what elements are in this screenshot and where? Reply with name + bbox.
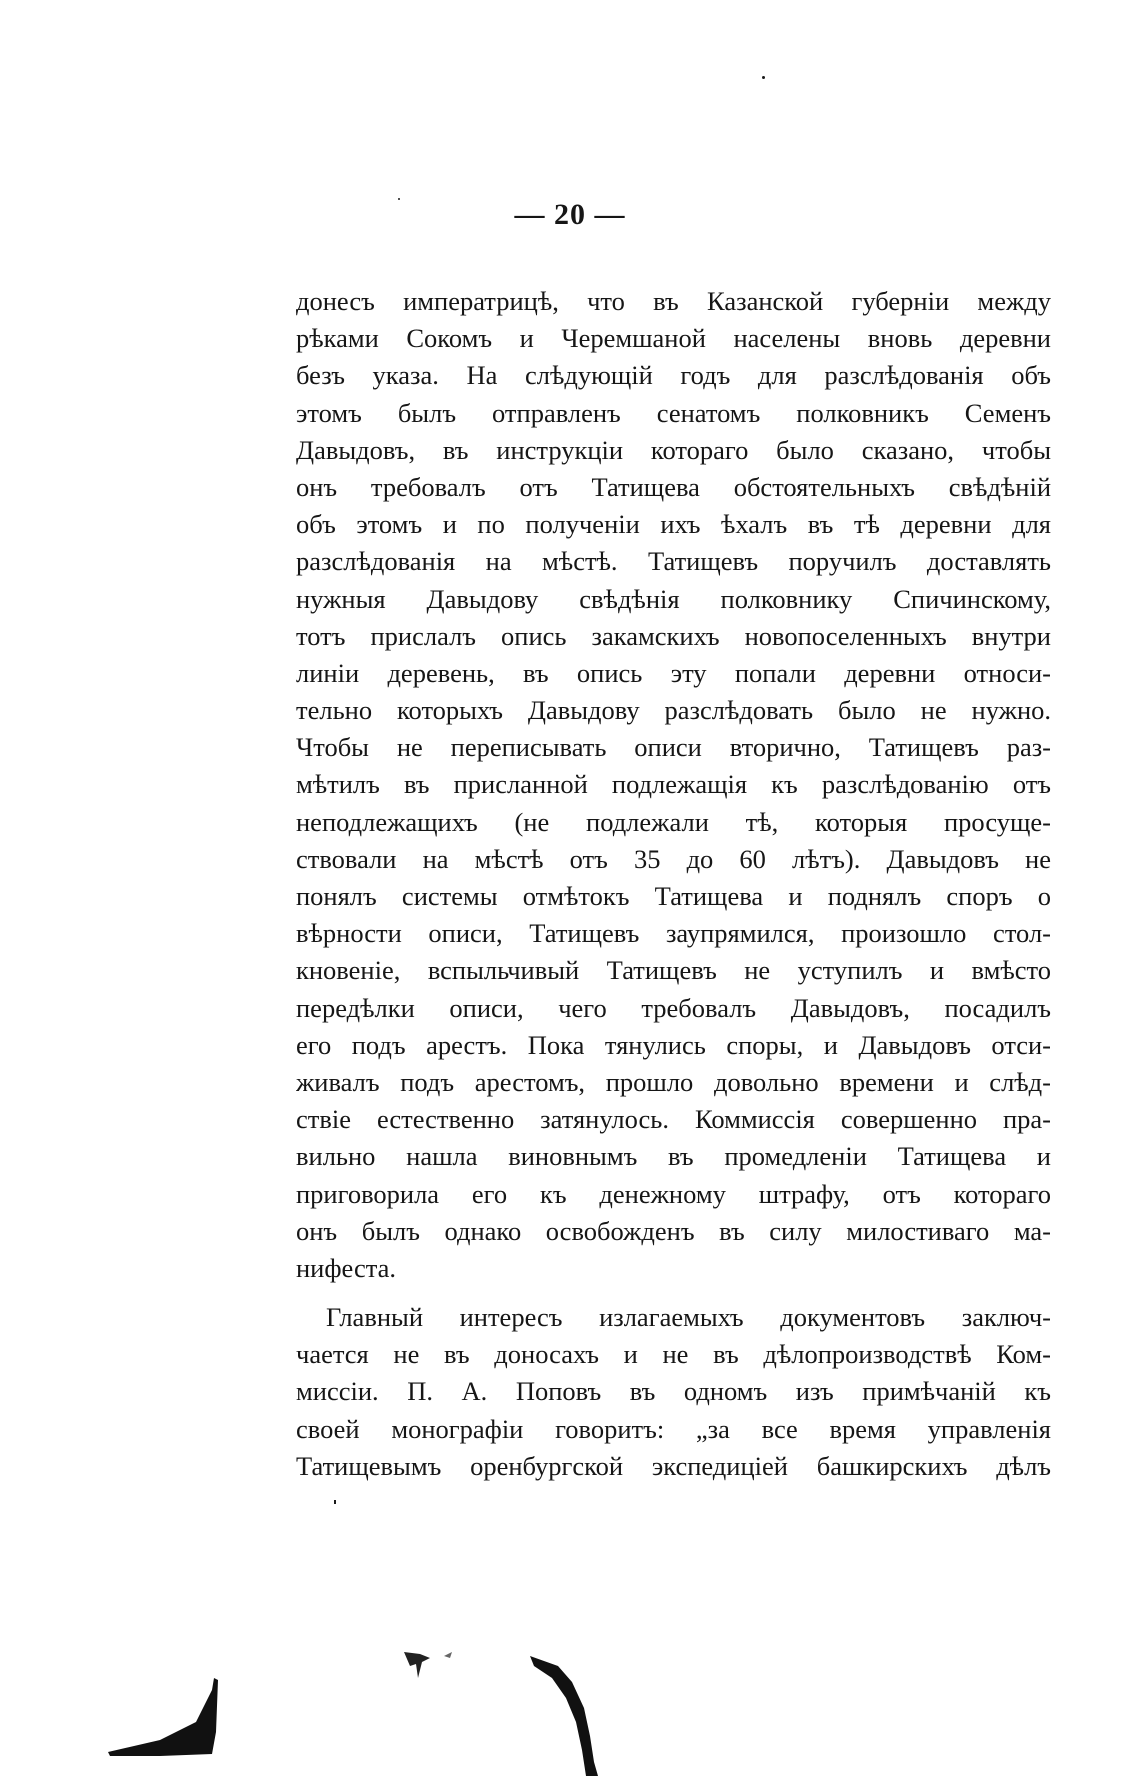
scan-artifact-center (400, 1648, 460, 1688)
text-line: вильно нашла виновнымъ въ промедленіи Татищева и (296, 1141, 1051, 1172)
text-line: понялъ системы отмѣтокъ Татищева и поднялъ споръ о (296, 881, 1051, 911)
text-line: донесъ императрицѣ, что въ Казанской губерніи между (296, 286, 1051, 316)
scan-speck (762, 76, 765, 79)
text-line: Татищевымъ оренбургской экспедиціей башкирскихъ дѣлъ (296, 1450, 1051, 1481)
text-line: безъ указа. На слѣдующій годъ для разслѣдованія объ (296, 360, 1051, 391)
text-line: неподлежащихъ (не подлежали тѣ, которыя просуще- (296, 806, 1051, 837)
text-line: своей монографіи говоритъ: „за все время управленія (296, 1413, 1051, 1444)
text-line: Чтобы не переписывать описи вторично, Татищевъ раз- (296, 732, 1051, 763)
text-line: этомъ былъ отправленъ сенатомъ полковникъ Семенъ (296, 397, 1051, 428)
paragraph-gap (296, 1287, 1051, 1299)
text-line: линіи деревень, въ опись эту попали деревни относи- (296, 657, 1051, 688)
text-line: объ этомъ и по полученіи ихъ ѣхалъ въ тѣ деревни для (296, 509, 1051, 540)
text-line: разслѣдованія на мѣстѣ. Татищевъ поручилъ доставлять (296, 546, 1051, 577)
scan-artifact-left (100, 1670, 220, 1760)
text-line: онъ былъ однако освобожденъ въ силу милостиваго ма- (296, 1215, 1051, 1246)
text-line: вѣрности описи, Татищевъ заупрямился, произошло стол- (296, 918, 1051, 949)
text-line: живалъ подъ арестомъ, прошло довольно времени и слѣд- (296, 1066, 1051, 1097)
text-line: миссіи. П. А. Поповъ въ одномъ изъ примѣчаній къ (296, 1376, 1051, 1407)
text-line: тельно которыхъ Давыдову разслѣдовать было не нужно. (296, 695, 1051, 726)
body-text (296, 283, 1051, 1485)
text-line: рѣками Сокомъ и Черемшаной населены вновь деревни (296, 323, 1051, 354)
text-line: тотъ прислалъ опись закамскихъ новопоселенныхъ внутри (296, 620, 1051, 651)
paragraph-1 (296, 283, 1051, 1287)
scan-speck (398, 198, 400, 200)
scan-artifact-right (528, 1652, 618, 1776)
text-line: чается не въ доносахъ и не въ дѣлопроизводствѣ Ком- (296, 1339, 1051, 1370)
text-line: нифеста. (296, 1252, 397, 1283)
text-line: ствовали на мѣстѣ отъ 35 до 60 лѣтъ). Давыдовъ не (296, 843, 1051, 874)
text-line: его подъ арестъ. Пока тянулись споры, и Давыдовъ отси- (296, 1029, 1051, 1060)
text-line: Давыдовъ, въ инструкціи котораго было сказано, чтобы (296, 434, 1051, 465)
scan-speck (334, 1500, 336, 1504)
page-number: — 20 — (514, 198, 626, 231)
text-line: передѣлки описи, чего требовалъ Давыдовъ, посадилъ (296, 992, 1051, 1023)
text-line: кновеніе, вспыльчивый Татищевъ не уступилъ и вмѣсто (296, 955, 1051, 986)
text-line: нужныя Давыдову свѣдѣнія полковнику Спичинскому, (296, 583, 1051, 614)
paragraph-2 (296, 1299, 1051, 1485)
text-line: онъ требовалъ отъ Татищева обстоятельныхъ свѣдѣній (296, 471, 1051, 502)
text-line: мѣтилъ въ присланной подлежащія къ разслѣдованію отъ (296, 769, 1051, 800)
text-line: Главный интересъ излагаемыхъ документовъ заключ- (326, 1302, 1051, 1333)
text-line: ствіе естественно затянулось. Коммиссія совершенно пра- (296, 1104, 1051, 1135)
text-line: приговорила его къ денежному штрафу, отъ котораго (296, 1178, 1051, 1209)
